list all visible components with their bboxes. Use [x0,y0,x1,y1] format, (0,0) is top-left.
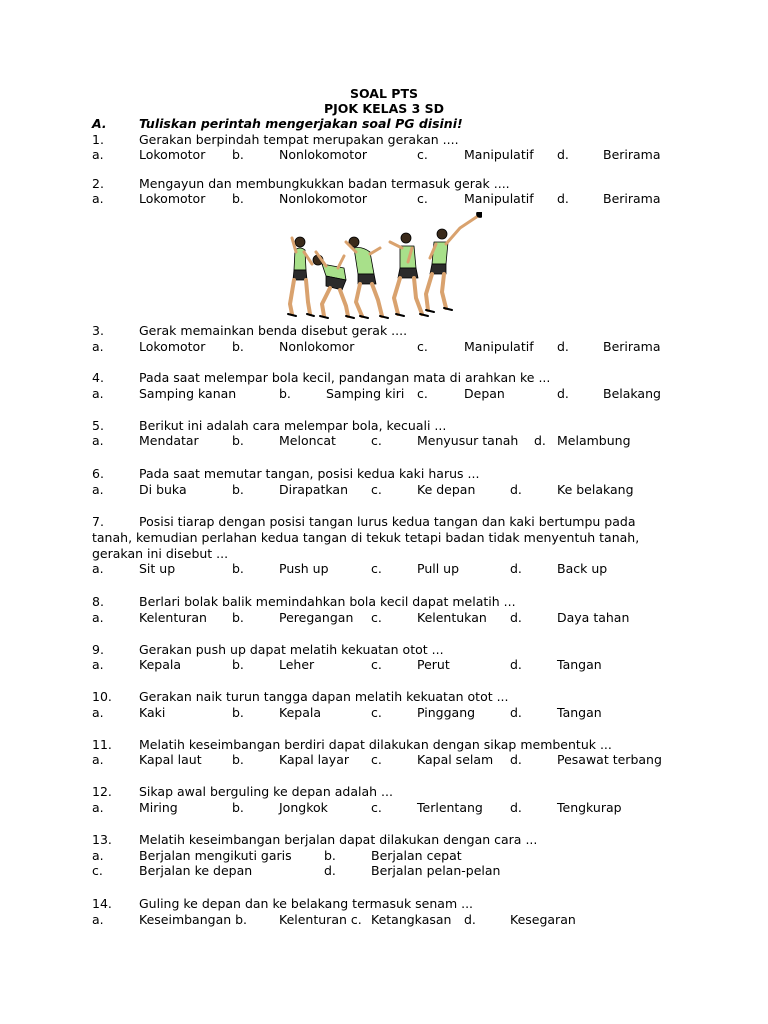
option-letter: d. [534,433,546,448]
option-text: Kapal laut [139,752,202,767]
option-text: Lokomotor [139,191,206,206]
option-text: Dirapatkan [279,482,348,497]
option-letter: c. [371,657,382,672]
option-text: Samping kiri [326,386,405,401]
option-text: Push up [279,561,329,576]
option-text: Ketangkasan [371,912,452,927]
option-letter: b. [232,800,244,815]
athlete-figure [426,216,478,312]
option-letter: c. [417,147,428,162]
athlete-figure [346,237,388,318]
option-letter: a. [92,800,104,815]
question-number: 5. [92,418,104,433]
option-text: Kaki [139,705,166,720]
question-text: Melatih keseimbangan berjalan dapat dilakukan dengan cara ... [139,832,538,847]
option-text: Nonlokomotor [279,191,367,206]
question-text: Berikut ini adalah cara melempar bola, kecuali ... [139,418,447,433]
option-text: Peregangan [279,610,354,625]
question-number: 13. [92,832,112,847]
option-letter: a. [92,386,104,401]
option-letter: c. [371,482,382,497]
option-text: Samping kanan [139,386,237,401]
option-text: Berirama [603,339,661,354]
option-letter: d. [557,147,569,162]
option-letter: d. [510,705,522,720]
option-text: Berirama [603,191,661,206]
question-text: Melatih keseimbangan berdiri dapat dilakukan dengan sikap membentuk ... [139,737,612,752]
question-text-continued: tanah, kemudian perlahan kedua tangan di tekuk tetapi badan tidak menyentuh tanah, [92,530,640,545]
option-letter: a. [92,752,104,767]
question-text: Pada saat melempar bola kecil, pandangan mata di arahkan ke ... [139,370,551,385]
question-number: 2. [92,176,104,191]
option-text: Pull up [417,561,460,576]
option-text: Back up [557,561,608,576]
option-text: Kapal selam [417,752,494,767]
option-letter: b. [232,339,244,354]
athlete-figure [390,233,428,316]
question-number: 7. [92,514,104,529]
option-text: Daya tahan [557,610,630,625]
question-text-continued: gerakan ini disebut ... [92,546,229,561]
option-text: Sit up [139,561,176,576]
option-letter: d. [557,386,569,401]
option-text: Depan [464,386,505,401]
option-letter: d. [510,561,522,576]
question-text: Gerakan push up dapat melatih kekuatan otot ... [139,642,444,657]
section-instruction: Tuliskan perintah mengerjakan soal PG disini! [139,116,463,131]
option-text: Terlentang [417,800,483,815]
option-letter: a. [92,339,104,354]
athlete-figure [313,252,354,318]
option-text: Perut [417,657,450,672]
option-text: Kelenturan c. [279,912,362,927]
option-letter: c. [417,339,428,354]
option-text: Manipulatif [464,147,534,162]
option-letter: b. [232,752,244,767]
option-letter: d. [557,191,569,206]
option-text: Miring [139,800,178,815]
option-letter: d. [510,752,522,767]
option-letter: d. [510,657,522,672]
option-text: Manipulatif [464,191,534,206]
option-text: Kapal layar [279,752,350,767]
option-text: Keseimbangan b. [139,912,248,927]
option-letter: a. [92,610,104,625]
section-label: A. [92,116,107,131]
question-text: Posisi tiarap dengan posisi tangan lurus kedua tangan dan kaki bertumpu pada [139,514,636,529]
question-number: 11. [92,737,112,752]
option-letter: d. [510,610,522,625]
athlete-figure [288,237,314,316]
option-letter: a. [92,705,104,720]
option-letter: a. [92,561,104,576]
option-text: Belakang [603,386,661,401]
option-text: Tangan [557,657,602,672]
option-text: Berjalan pelan-pelan [371,863,501,878]
option-letter: c. [417,386,428,401]
option-letter: c. [371,610,382,625]
question-number: 9. [92,642,104,657]
option-text: Nonlokomotor [279,147,367,162]
shot-ball [477,212,483,218]
option-letter: b. [232,657,244,672]
option-letter: d. [557,339,569,354]
option-letter: a. [92,433,104,448]
option-text: Kepala [139,657,181,672]
option-letter: c. [371,433,382,448]
option-text: Melambung [557,433,631,448]
shot-put-sequence-figure [282,212,482,324]
option-letter: c. [417,191,428,206]
option-text: Tengkurap [557,800,622,815]
question-text: Gerakan naik turun tangga dapan melatih kekuatan otot ... [139,689,509,704]
option-letter: d. [464,912,476,927]
option-letter: b. [232,705,244,720]
option-text: Lokomotor [139,339,206,354]
option-letter: a. [92,482,104,497]
question-text: Sikap awal berguling ke depan adalah ... [139,784,393,799]
option-letter: a. [92,147,104,162]
question-number: 6. [92,466,104,481]
option-letter: a. [92,912,104,927]
option-letter: c. [371,800,382,815]
option-letter: a. [92,657,104,672]
option-text: Meloncat [279,433,336,448]
question-number: 14. [92,896,112,911]
option-text: Di buka [139,482,187,497]
option-text: Ke belakang [557,482,634,497]
option-letter: c. [371,752,382,767]
option-text: Lokomotor [139,147,206,162]
option-letter: b. [232,147,244,162]
question-number: 3. [92,323,104,338]
option-text: Berjalan ke depan [139,863,253,878]
option-text: Pesawat terbang [557,752,662,767]
question-number: 4. [92,370,104,385]
question-number: 10. [92,689,112,704]
option-text: Berjalan mengikuti garis [139,848,292,863]
option-text: Jongkok [279,800,328,815]
option-text: Kesegaran [510,912,576,927]
option-text: Ke depan [417,482,476,497]
question-number: 1. [92,132,104,147]
option-text: Kepala [279,705,321,720]
option-text: Berjalan cepat [371,848,462,863]
option-text: Leher [279,657,315,672]
question-text: Pada saat memutar tangan, posisi kedua kaki harus ... [139,466,480,481]
option-text: Nonlokomor [279,339,355,354]
question-text: Guling ke depan dan ke belakang termasuk senam ... [139,896,474,911]
option-text: Berirama [603,147,661,162]
option-letter: a. [92,848,104,863]
option-text: Kelenturan [139,610,207,625]
option-letter: b. [232,433,244,448]
option-text: Tangan [557,705,602,720]
option-letter: b. [232,482,244,497]
page-subtitle: PJOK KELAS 3 SD [323,101,445,116]
option-letter: d. [510,482,522,497]
option-text: Menyusur tanah [417,433,519,448]
option-text: Pinggang [417,705,476,720]
option-text: Manipulatif [464,339,534,354]
question-text: Berlari bolak balik memindahkan bola kecil dapat melatih ... [139,594,516,609]
option-letter: b. [232,610,244,625]
option-text: Kelentukan [417,610,487,625]
option-letter: b. [279,386,291,401]
option-letter: b. [232,561,244,576]
option-text: Mendatar [139,433,199,448]
option-letter: c. [371,561,382,576]
option-letter: c. [371,705,382,720]
question-number: 12. [92,784,112,799]
question-text: Mengayun dan membungkukkan badan termasuk gerak .... [139,176,510,191]
option-letter: b. [232,191,244,206]
question-text: Gerak memainkan benda disebut gerak .... [139,323,408,338]
option-letter: c. [92,863,103,878]
question-text: Gerakan berpindah tempat merupakan gerakan .... [139,132,459,147]
question-number: 8. [92,594,104,609]
page-title: SOAL PTS [350,86,418,101]
option-letter: b. [324,848,336,863]
option-letter: d. [324,863,336,878]
option-letter: d. [510,800,522,815]
option-letter: a. [92,191,104,206]
